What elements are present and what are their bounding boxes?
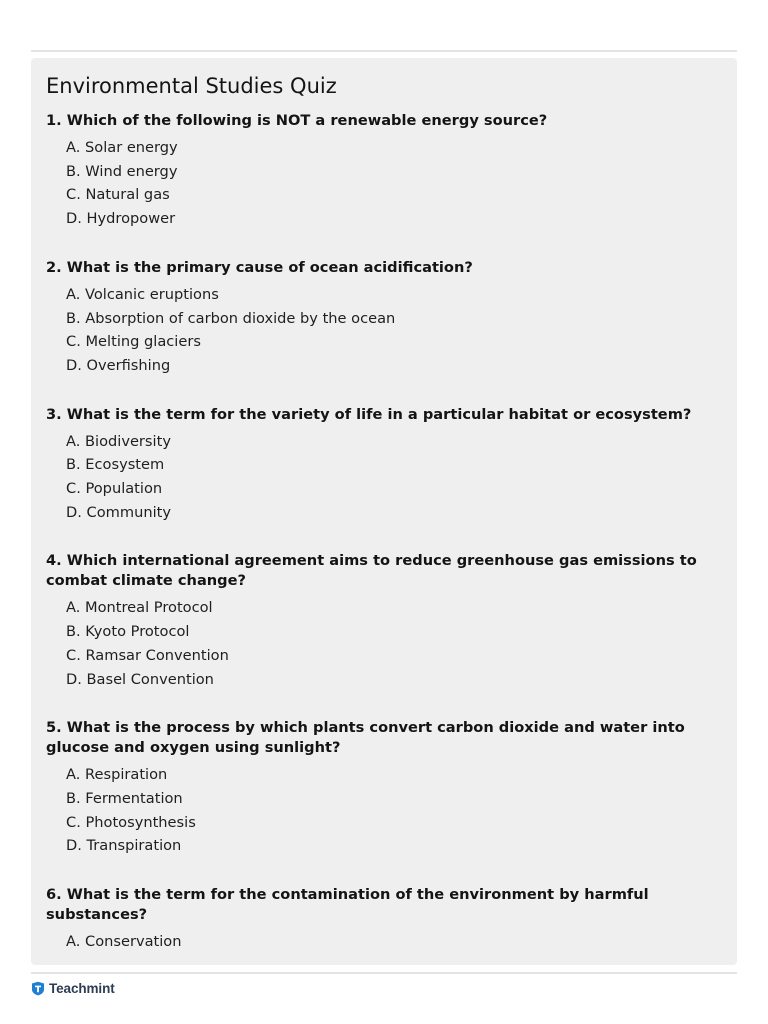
option-b: B. Absorption of carbon dioxide by the ocean: [66, 309, 396, 327]
question-text: 3. What is the term for the variety of life in a particular habitat or ecosystem?: [46, 405, 692, 423]
brand-name: Teachmint: [49, 980, 115, 996]
option-a: A. Biodiversity: [66, 432, 171, 450]
question-text: 5. What is the process by which plants convert carbon dioxide and water into glucose and oxygen using sunlight?: [46, 719, 685, 757]
teachmint-logo-icon: [31, 981, 45, 996]
option-list: [46, 136, 722, 231]
option-list: [46, 283, 722, 378]
option-c: C. Ramsar Convention: [66, 646, 229, 664]
option-c: C. Photosynthesis: [66, 813, 196, 831]
option-b: B. Fermentation: [66, 789, 183, 807]
brand-footer: [31, 979, 115, 997]
option-d: D. Hydropower: [66, 210, 176, 228]
option-list: [46, 596, 722, 691]
option-b: B. Kyoto Protocol: [66, 623, 190, 641]
question-text: 4. Which international agreement aims to reduce greenhouse gas emissions to combat climate change?: [46, 552, 697, 590]
question-4: [46, 551, 722, 691]
option-a: A. Montreal Protocol: [66, 599, 213, 617]
option-a: A. Solar energy: [66, 139, 178, 156]
top-divider: [31, 50, 737, 52]
option-list: [46, 763, 722, 858]
quiz-card: [31, 58, 737, 965]
question-6: [46, 885, 722, 954]
question-3: [46, 405, 722, 525]
option-d: D. Overfishing: [66, 356, 171, 374]
question-1: [46, 111, 722, 231]
option-b: B. Ecosystem: [66, 456, 165, 474]
question-text: 6. What is the term for the contamination of the environment by harmful substances?: [46, 886, 649, 924]
question-2: [46, 258, 722, 378]
option-c: C. Natural gas: [66, 186, 170, 204]
quiz-title: Environmental Studies Quiz: [46, 74, 337, 98]
question-text: 2. What is the primary cause of ocean acidification?: [46, 258, 473, 276]
option-a: A. Volcanic eruptions: [66, 285, 219, 303]
option-list: [46, 430, 722, 525]
option-list: [46, 930, 722, 954]
option-d: D. Basel Convention: [66, 670, 214, 688]
option-a: A. Respiration: [66, 766, 168, 784]
option-d: D. Transpiration: [66, 837, 182, 855]
option-c: C. Melting glaciers: [66, 333, 201, 351]
question-5: [46, 718, 722, 858]
bottom-divider: [31, 972, 737, 974]
option-c: C. Population: [66, 480, 163, 498]
option-d: D. Community: [66, 503, 171, 521]
option-b: B. Wind energy: [66, 162, 178, 180]
option-a: A. Conservation: [66, 933, 182, 951]
question-text: 1. Which of the following is NOT a renewable energy source?: [46, 112, 548, 129]
